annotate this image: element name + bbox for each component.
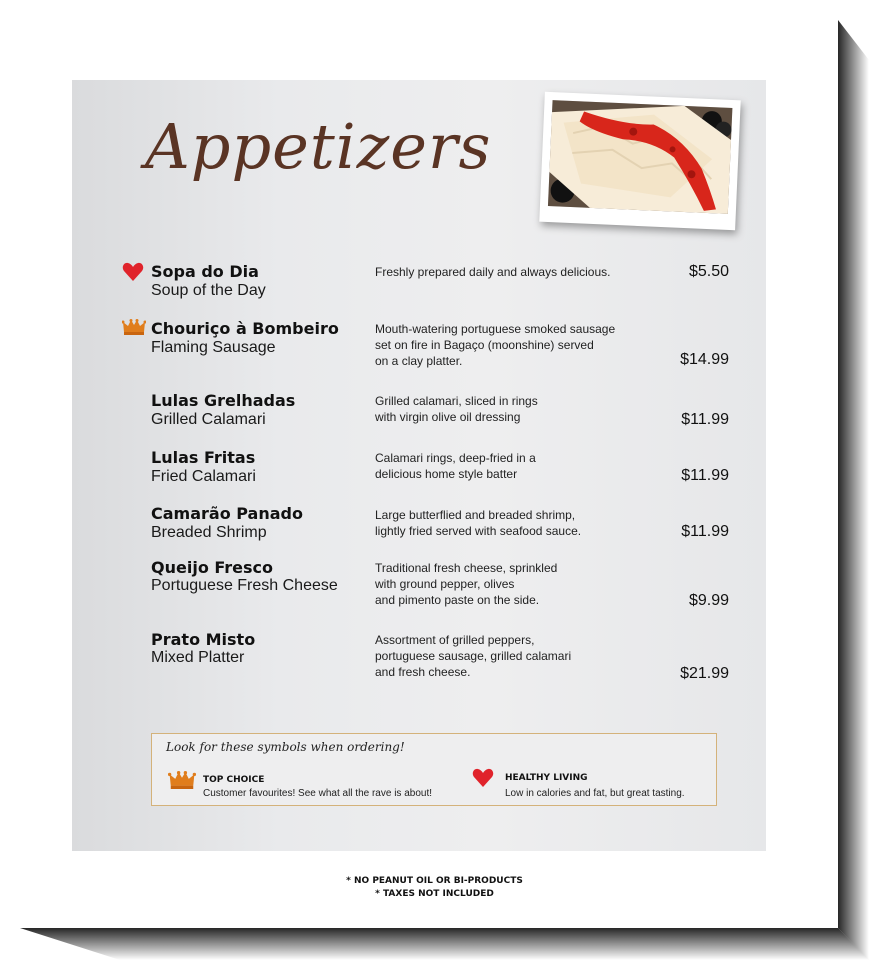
- item-description-line: Calamari rings, deep-fried in a: [375, 451, 536, 465]
- item-description-line: and fresh cheese.: [375, 665, 471, 679]
- item-name-en: Soup of the Day: [151, 282, 266, 299]
- item-description-line: Traditional fresh cheese, sprinkled: [375, 561, 558, 575]
- item-price: $5.50: [688, 263, 729, 280]
- item-price: $11.99: [681, 467, 729, 484]
- item-description: [375, 632, 571, 680]
- item-description-line: lightly fried served with seafood sauce.: [375, 524, 582, 538]
- item-description-line: Freshly prepared daily and always delicious.: [375, 265, 611, 279]
- item-name-pt: Lulas Fritas: [151, 448, 256, 467]
- item-description: [375, 264, 610, 280]
- page-title: Appetizers: [145, 110, 492, 183]
- crown-icon: [122, 319, 146, 340]
- item-name-en: Portuguese Fresh Cheese: [151, 577, 338, 594]
- item-description-line: set on fire in Bagaço (moonshine) served: [375, 338, 594, 352]
- healthy-living-description: Low in calories and fat, but great tasting.: [505, 788, 685, 799]
- item-description-line: on a clay platter.: [375, 354, 463, 368]
- item-name-pt: Sopa do Dia: [151, 262, 259, 281]
- item-description-line: Assortment of grilled peppers,: [375, 633, 535, 647]
- top-choice-title: TOP CHOICE: [203, 775, 265, 785]
- item-name-pt: Prato Misto: [151, 630, 256, 649]
- crown-icon: [168, 771, 196, 794]
- heart-icon: [122, 262, 144, 287]
- item-price: $9.99: [688, 592, 729, 609]
- legend-heading: Look for these symbols when ordering!: [166, 740, 405, 754]
- top-choice-description: Customer favourites! See what all the rave is about!: [203, 788, 433, 799]
- cheese-photo: [539, 92, 740, 230]
- item-name-en: Grilled Calamari: [151, 411, 266, 428]
- item-price: $14.99: [680, 351, 729, 368]
- item-description-line: Mouth-watering portuguese smoked sausage: [375, 322, 616, 336]
- item-name-en: Fried Calamari: [151, 468, 256, 485]
- item-description: [375, 321, 615, 369]
- heart-icon: [472, 768, 494, 793]
- cheese-photo-image: [539, 92, 740, 230]
- item-description-line: Large butterflied and breaded shrimp,: [375, 508, 576, 522]
- item-name-en: Mixed Platter: [151, 649, 245, 666]
- item-name-pt: Queijo Fresco: [151, 558, 274, 577]
- item-name-pt: Camarão Panado: [151, 504, 303, 523]
- item-name-en: Flaming Sausage: [151, 339, 276, 356]
- item-price: $11.99: [681, 411, 729, 428]
- item-name-pt: Lulas Grelhadas: [151, 391, 296, 410]
- item-name-pt: Chouriço à Bombeiro: [151, 319, 339, 338]
- footer-note: * NO PEANUT OIL OR BI-PRODUCTS: [346, 876, 523, 886]
- item-description-line: and pimento paste on the side.: [375, 593, 540, 607]
- item-description-line: with ground pepper, olives: [375, 577, 515, 591]
- item-description-line: delicious home style batter: [375, 467, 518, 481]
- item-description-line: Grilled calamari, sliced in rings: [375, 394, 538, 408]
- footer-notes: [0, 875, 869, 901]
- item-description-line: portuguese sausage, grilled calamari: [375, 649, 572, 663]
- footer-note: * TAXES NOT INCLUDED: [375, 889, 494, 899]
- item-description-line: with virgin olive oil dressing: [375, 410, 521, 424]
- healthy-living-title: HEALTHY LIVING: [505, 773, 588, 783]
- item-price: $11.99: [681, 523, 729, 540]
- symbol-legend: [151, 733, 717, 806]
- item-name-en: Breaded Shrimp: [151, 524, 267, 541]
- item-description: [375, 560, 557, 608]
- item-description: [375, 393, 538, 425]
- item-price: $21.99: [680, 665, 729, 682]
- item-description: [375, 450, 536, 482]
- item-description: [375, 507, 581, 539]
